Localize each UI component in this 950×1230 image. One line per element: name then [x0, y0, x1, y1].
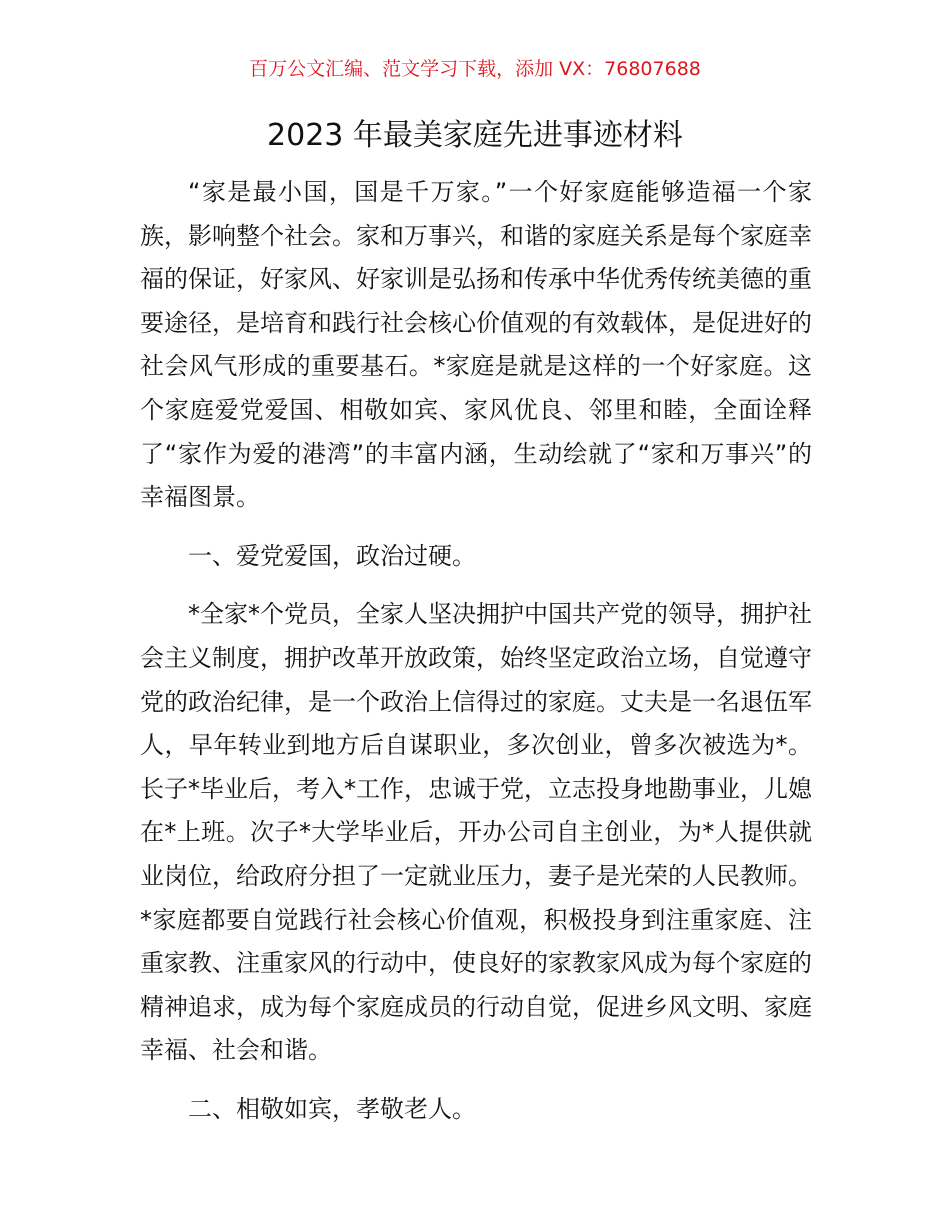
intro-paragraph: “家是最小国，国是千万家。”一个好家庭能够造福一个家族，影响整个社会。家和万事兴，和谐的家庭关系是每个家庭幸福的保证，好家风、好家训是弘扬和传承中华优秀传统美德的重要途径，是培育和践行社会核心价值观的有效载体，是促进好的社会风气形成的重要基石。*家庭是就是这样的一个好家庭。这个家庭爱党爱国、相敬如宾、家风优良、邻里和睦，全面诠释了“家作为爱的港湾”的丰富内涵，生动绘就了“家和万事兴”的幸福图景。: [140, 178, 812, 512]
section-heading-1: 一、爱党爱国，政治过硬。: [188, 541, 476, 570]
paragraph-gap: [140, 578, 812, 593]
document-body: [140, 171, 812, 1131]
document-title: 2023 年最美家庭先进事迹材料: [267, 118, 683, 153]
paragraph-gap: [140, 520, 812, 535]
section-heading-2: 二、相敬如宾，孝敬老人。: [188, 1094, 476, 1123]
section-1-paragraph: *全家*个党员，全家人坚决拥护中国共产党的领导，拥护社会主义制度，拥护改革开放政策，始终坚定政治立场，自觉遵守党的政治纪律，是一个政治上信得过的家庭。丈夫是一名退伍军人，早年转业到地方后自谋职业，多次创业，曾多次被选为*。长子*毕业后，考入*工作，忠诚于党，立志投身地勘事业，儿媳在*上班。次子*大学毕业后，开办公司自主创业，为*人提供就业岗位，给政府分担了一定就业压力，妻子是光荣的人民教师。*家庭都要自觉践行社会核心价值观，积极投身到注重家庭、注重家教、注重家风的行动中，使良好的家教家风成为每个家庭的精神追求，成为每个家庭成员的行动自觉，促进乡风文明、家庭幸福、社会和谐。: [140, 600, 812, 1065]
paragraph-gap: [140, 1073, 812, 1088]
watermark-banner: 百万公文汇编、范文学习下载，添加 VX：76807688: [249, 58, 701, 80]
